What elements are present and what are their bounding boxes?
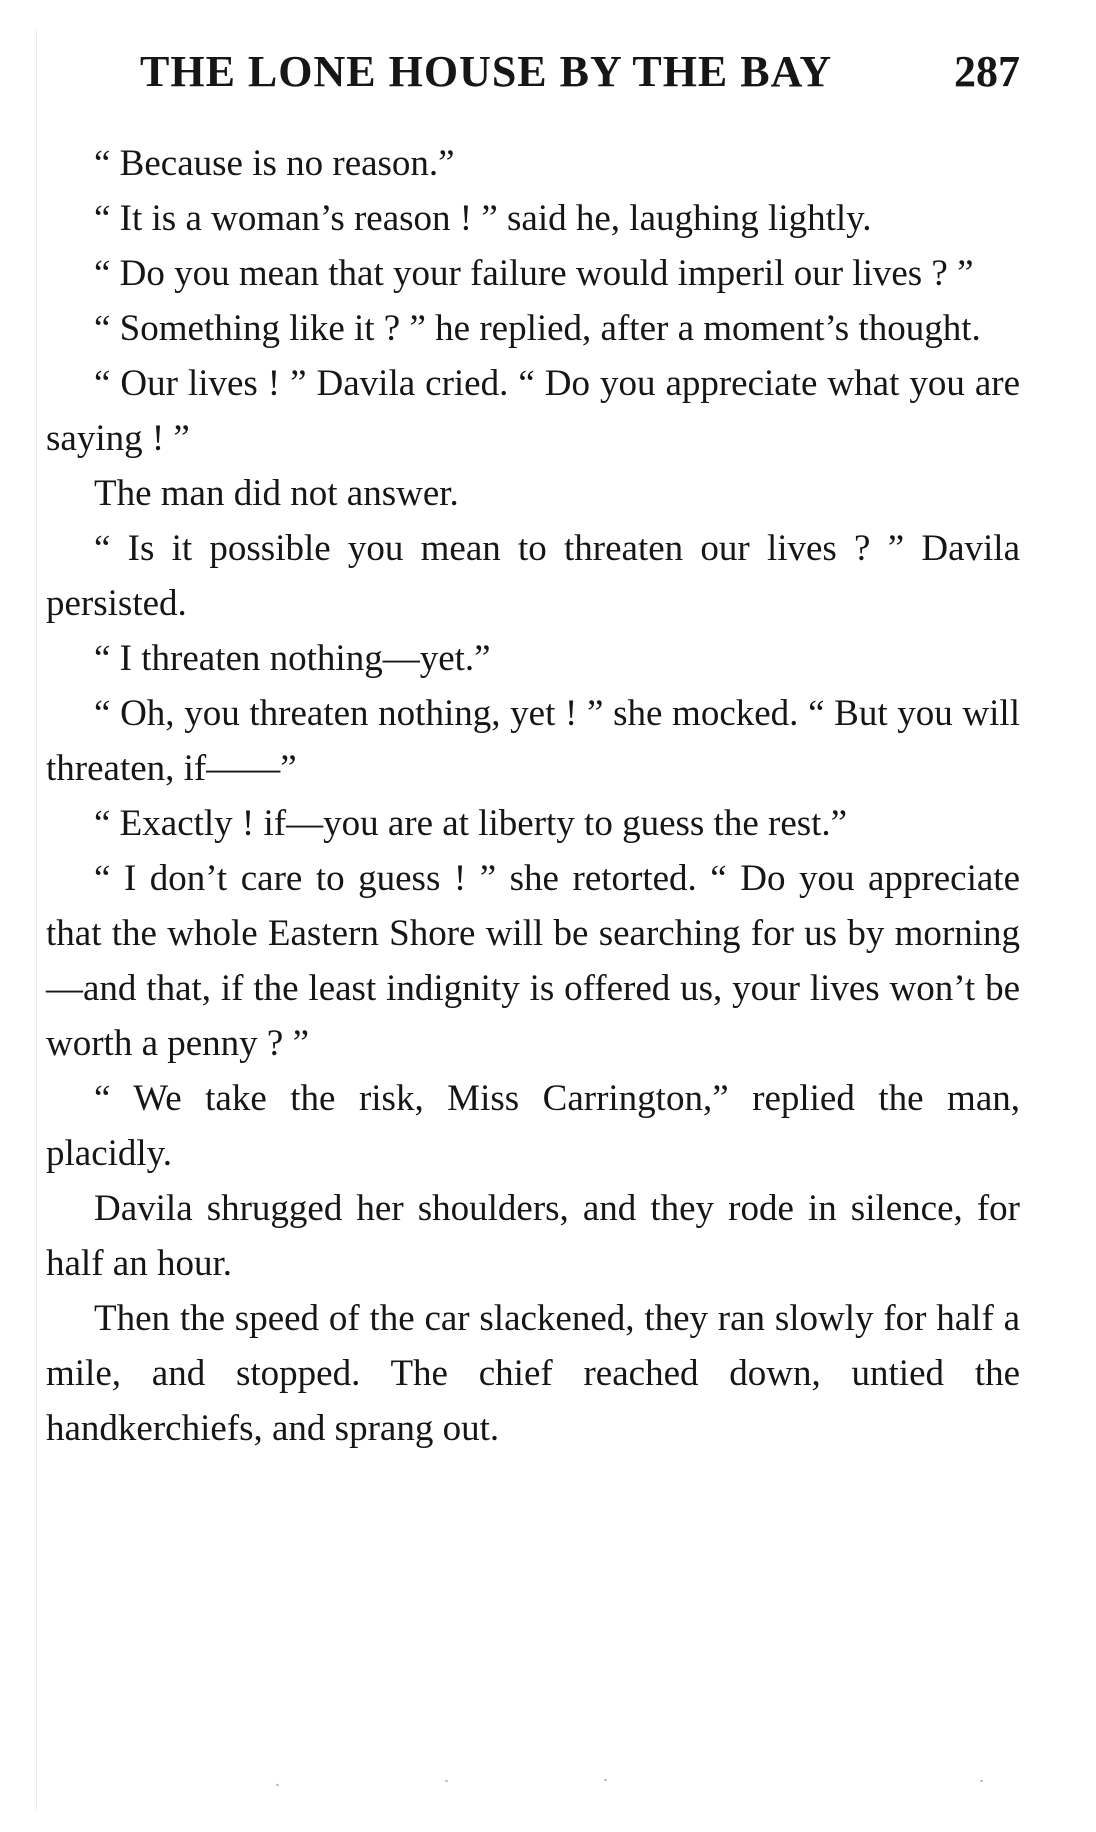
paragraph: “ Something like it ? ” he replied, after a moment’s thought. — [94, 308, 981, 349]
paragraph: “ Because is no reason.” — [94, 143, 455, 184]
paragraph: “ Exactly ! if—you are at liberty to guess the rest.” — [94, 803, 848, 844]
paragraph: “ I threaten nothing—yet.” — [94, 638, 491, 679]
paragraph: “ Is it possible you mean to threaten our lives ? ” Davila persisted. — [46, 528, 1020, 624]
paragraph: “ It is a woman’s reason ! ” said he, laughing lightly. — [94, 198, 872, 239]
page-edge-line — [36, 30, 37, 1810]
print-speck — [276, 1783, 280, 1786]
paragraph: “ Oh, you threaten nothing, yet ! ” she mocked. “ But you will threaten, if——” — [46, 693, 1020, 789]
body-text — [46, 136, 1020, 1456]
running-title: THE LONE HOUSE BY THE BAY — [140, 47, 833, 96]
print-speck — [604, 1779, 607, 1781]
print-speck — [445, 1780, 448, 1782]
running-head — [140, 44, 1020, 100]
paragraph: “ We take the risk, Miss Carrington,” replied the man, placidly. — [46, 1078, 1020, 1174]
paragraph: The man did not answer. — [94, 473, 459, 514]
paragraph: Davila shrugged her shoulders, and they rode in silence, for half an hour. — [46, 1188, 1020, 1284]
paragraph: Then the speed of the car slackened, they ran slowly for half a mile, and stopped. The chief reached down, untied the handkerchiefs, and sprang out. — [46, 1298, 1020, 1449]
paragraph: “ I don’t care to guess ! ” she retorted. “ Do you appreciate that the whole Eastern Shore will be searching for us by morning—and that, if the least indignity is offered us, your lives won’t be worth a penny ? ” — [46, 858, 1020, 1064]
page-number: 287 — [954, 47, 1020, 96]
paragraph: “ Our lives ! ” Davila cried. “ Do you appreciate what you are saying ! ” — [46, 363, 1020, 459]
print-speck — [980, 1780, 983, 1782]
paragraph: “ Do you mean that your failure would imperil our lives ? ” — [94, 253, 974, 294]
